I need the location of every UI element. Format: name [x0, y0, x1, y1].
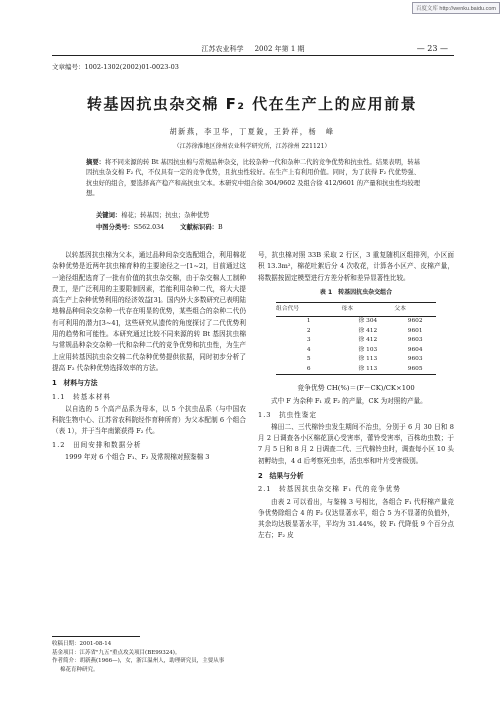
- running-header-title: [52, 44, 454, 54]
- insect-resistance-paragraph: 棉田二、三代棉铃虫发生期间不治虫，分别于 6 月 30 日和 8 月 2 日调查各小区棉花顶心受害率，蕾铃受害率，百株幼虫数；于 7 月 5 日和 8 月 2 日调查二代、三代棉铃虫时，调查每小区 10 头初孵幼虫，4 d 后考察死虫率，活虫率和叶片受害级别。: [258, 422, 454, 465]
- doc-code: B: [217, 224, 223, 231]
- table-row: [276, 327, 436, 336]
- footnote-fund: 基金项目：江苏省"九五"重点攻关项目(BE99324)。: [52, 649, 181, 656]
- table-cell: 2: [306, 327, 311, 334]
- table-cell: 9605: [394, 365, 436, 375]
- table1-caption: 表 1 转基因抗虫杂交组合: [319, 288, 393, 296]
- section-heading-results: 2 结果与分析: [258, 472, 304, 480]
- table-cell: 6: [276, 365, 341, 375]
- table-cell: 9603: [407, 337, 423, 344]
- doc-code-label: 文献标识码：: [180, 224, 218, 231]
- table-cell: 1: [306, 318, 311, 325]
- journal-name: 江苏农业科学: [201, 45, 244, 53]
- table-row: [276, 365, 436, 375]
- footnotes: [52, 636, 232, 674]
- left-column: [52, 250, 246, 463]
- table1: [276, 302, 436, 375]
- formula-explanation: 式中 F 为杂种 F₁ 或 F₂ 的产量，CK 为对照的产量。: [271, 397, 427, 406]
- subsection-heading-materials: 1.1 转基本材料: [52, 392, 112, 401]
- table-cell: 徐 103: [358, 346, 378, 353]
- page-number: — 23 —: [416, 44, 448, 53]
- keywords-label: 关键词：: [96, 212, 122, 219]
- abstract-label: 摘要：: [86, 159, 105, 166]
- journal-issue: 2002 年第 1 期: [254, 45, 305, 53]
- field-design-continuation: 号，抗虫棉对照 33B 采取 2 行区，3 重复随机区组排列，小区面积 13.3m²，棉花吐絮后分 4 次收花，计算各小区产、皮棉产量，将数据按固定模型进行方差分析和差异显著性比较。: [258, 251, 454, 282]
- watermark-stamp: 百度文库 http://wenku.baidu.com: [412, 2, 500, 14]
- table-cell: 徐 113: [358, 356, 378, 363]
- abstract: [86, 158, 420, 200]
- advantage-formula: 竞争优势 CH(%)＝(F－CK)/CK×100: [297, 383, 415, 392]
- table-cell: 4: [306, 346, 311, 353]
- table-cell: 5: [306, 356, 311, 363]
- subsection-heading-f1-advantage: 2.1 转基因抗虫杂交棉 F₁ 代的竞争优势: [258, 485, 401, 494]
- results-paragraph: 由表 2 可以看出，与鉴棉 3 号相比，各组合 F₁ 代籽棉产量竞争优势除组合 4 的 F₂ 仅达显著水平，组合 5 为不显著的负值外，其余均达极显著水平，平均为 31.44%，较 F₁ 代降低 9 个百分点左右；F₂ 皮: [258, 497, 454, 540]
- keywords: [96, 210, 420, 219]
- clc-label: 中图分类号：: [96, 224, 134, 231]
- article-number: 文章编号：1002-1302(2002)01-0023-03: [52, 63, 179, 71]
- running-header: [52, 42, 454, 54]
- table-cell: 9603: [407, 356, 423, 363]
- subsection-heading-field-design: 1.2 田间安排和数据分析: [52, 440, 142, 449]
- header-rule: [52, 55, 454, 56]
- table-cell: 徐 412: [358, 337, 378, 344]
- abstract-text: 将不同来源的转 Bt 基因抗虫棉与常规品种杂交，比较杂种一代和杂种二代的竞争优势和抗虫性。结果表明，转基因抗虫杂交棉 F₂ 代，不仅具有一定的竞争优势，且抗虫性较好。在生产上有利用价值。同时，为了获得 F₂ 代优势强、抗虫好的组合，要选择高产稳产和高抗虫父本。本研究中组合徐 304/9602 及组合徐 412/9601 的产量和抗虫性均较理想。: [86, 159, 421, 198]
- table-cell: 9602: [407, 318, 423, 325]
- affiliation: （江苏徐淮地区徐州农业科学研究所，江苏徐州 221121）: [173, 143, 331, 150]
- table-row: [276, 317, 436, 327]
- footnote-received: 收稿日期：2001-08-14: [52, 641, 112, 647]
- table1-header-cell: 母本: [341, 303, 394, 317]
- footnote-author-continued: 棉花育种研究。: [60, 666, 99, 673]
- table-row: [276, 346, 436, 355]
- right-column: [258, 250, 454, 542]
- table1-header-row: [276, 303, 436, 317]
- footnote-rule: [52, 636, 140, 637]
- author-list: 胡新燕，李卫华，丁夏銳，王鈴祥，杨 峰: [169, 127, 335, 136]
- table-cell: 徐 304: [358, 318, 378, 325]
- paper-title: 转基因抗虫杂交棉 F₂ 代在生产上的应用前景: [86, 95, 418, 113]
- table-cell: 9601: [407, 327, 423, 334]
- table1-header-cell: 父本: [394, 303, 436, 317]
- table1-header-cell: 组合代号: [276, 303, 341, 317]
- table-row: [276, 355, 436, 364]
- clc-code: S562.034: [133, 224, 165, 231]
- footnote-author: 作者简介：胡新燕(1966—)，女，浙江温州人，助理研究员，主要从事: [52, 658, 225, 665]
- table-cell: 徐 412: [358, 327, 378, 334]
- table-row: [276, 336, 436, 345]
- materials-paragraph: 以自选的 5 个高产品系为母本，以 5 个抗虫品系（与中国农科院生物中心、江苏省农科院经作育种所育）为父本配制 6 个组合（表 1），并于当年南繁获得 F₂ 代。: [52, 404, 246, 436]
- table-cell: 9604: [407, 346, 423, 353]
- subsection-heading-insect-resistance: 1.3 抗虫性鉴定: [258, 410, 318, 419]
- table-cell: 徐 113: [341, 365, 394, 375]
- table-cell: 3: [306, 337, 311, 344]
- field-design-paragraph: 1999 年对 6 个组合 F₁、F₂ 及常规棉对照鉴棉 3: [65, 453, 210, 462]
- intro-paragraph: 以转基因抗虫棉为父本，通过品种间杂交选配组合，利用棉花杂种优势是近两年抗虫棉育种的主要途径之一[1~2]，目前通过这一途径组配选育了一批有价值的抗虫杂交棉，由于杂交棉人工制种费工，是广泛利用的主要限制因素，若能利用杂种二代，将大大提高生产上杂种优势利用的经济效益[3]。国内外大多数研究已表明陆地棉品种间杂交杂种一代存在明显的优势，某些组合的杂种二代仍有可利用的潜力[3~4]，这些研究从遗传的角度探讨了二代优势利用的趋势和可能性。本研究通过比较不同来源的转 Bt 基因抗虫棉与常规品种杂交杂种一代和杂种二代的竞争优势和抗虫性，为生产上应用转基因抗虫杂交棉二代杂种优势提供依据，同时初步分析了提高 F₂ 代杂种优势选择效率的方法。: [52, 251, 246, 372]
- section-heading-materials-methods: 1 材料与方法: [52, 379, 98, 388]
- classification-line: [96, 222, 420, 231]
- keywords-text: 棉花；转基因；抗虫；杂种优势: [121, 212, 210, 219]
